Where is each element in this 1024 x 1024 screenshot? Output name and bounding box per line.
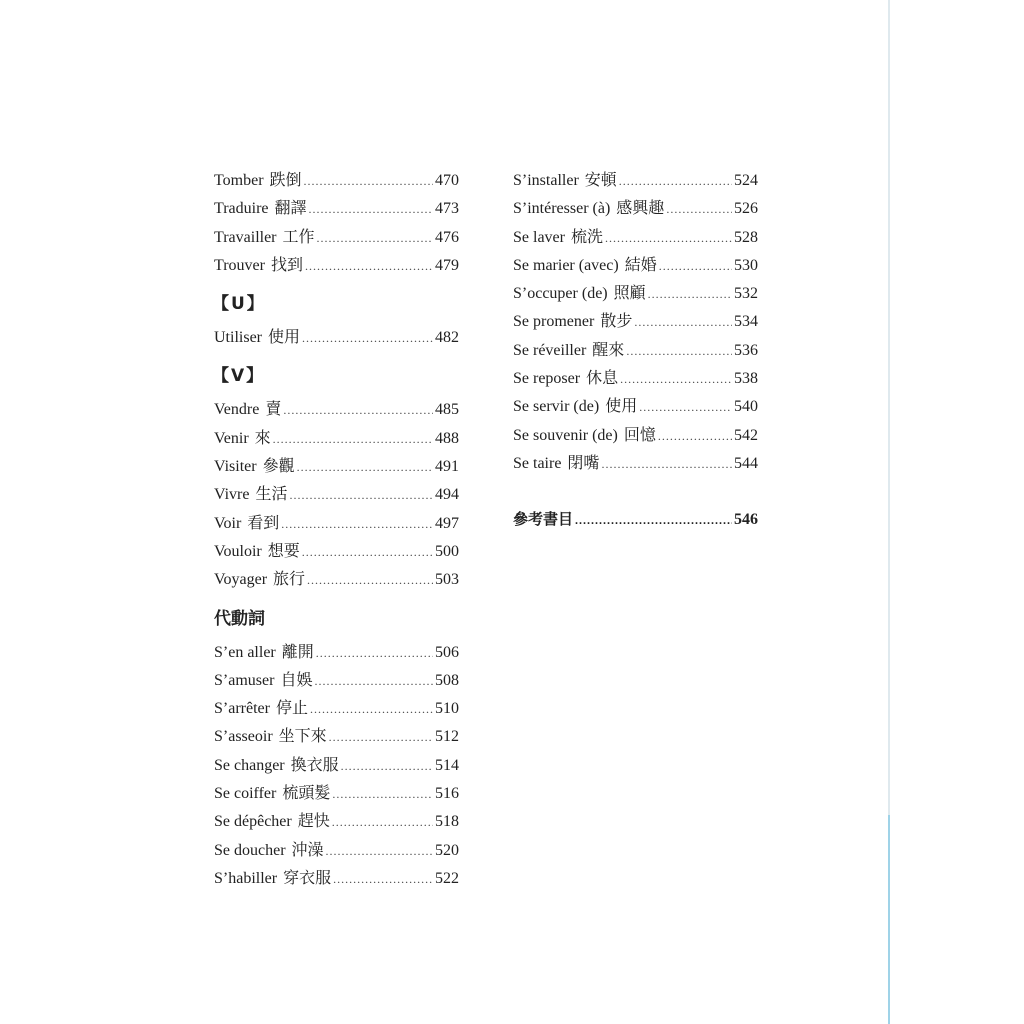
toc-entry[interactable] [214, 666, 459, 694]
leader-dots [639, 393, 732, 421]
toc-entry-chinese-meaning: 休息 [586, 368, 619, 388]
toc-entry-page: 540 [734, 398, 758, 416]
toc-entry-french-verb: S’installer [513, 172, 579, 189]
toc-entry-chinese-meaning: 回憶 [623, 424, 656, 444]
leader-dots [333, 865, 433, 893]
toc-entry-page: 512 [435, 728, 459, 746]
toc-entry-page: 476 [435, 228, 459, 246]
toc-entry-page: 491 [435, 458, 459, 476]
leader-dots [314, 667, 433, 695]
toc-entry-page: 544 [734, 454, 758, 472]
toc-entry[interactable] [214, 251, 459, 279]
toc-entry-chinese-meaning: 生活 [255, 484, 288, 504]
toc-entry[interactable] [214, 166, 459, 194]
leader-dots [297, 453, 433, 481]
leader-dots [316, 639, 433, 667]
toc-entry[interactable] [513, 392, 758, 420]
toc-entry-french-verb: S’en aller [214, 643, 276, 661]
toc-entry-page: 497 [435, 514, 459, 532]
toc-entry-french-verb: Se marier (avec) [513, 256, 619, 274]
toc-group-pronominal [214, 638, 459, 893]
toc-entry[interactable] [513, 364, 758, 392]
toc-entry-french-verb: Vendre [214, 401, 260, 419]
leader-dots [605, 224, 732, 252]
toc-entry[interactable] [214, 779, 459, 807]
toc-entry-chinese-meaning: 感興趣 [616, 198, 665, 218]
toc-entry-chinese-meaning: 使用 [605, 396, 638, 416]
toc-entry-page: 546 [734, 511, 758, 529]
toc-entry-page: 534 [734, 313, 758, 331]
toc-entry-french-verb: Venir [214, 429, 249, 447]
toc-entry[interactable] [214, 565, 459, 593]
leader-dots [332, 808, 433, 836]
toc-entry-chinese-meaning: 停止 [275, 698, 308, 718]
toc-entry-page: 482 [435, 329, 459, 347]
toc-group-v [214, 395, 459, 593]
toc-entry-page: 485 [435, 401, 459, 419]
toc-entry[interactable] [513, 336, 758, 364]
leader-dots [317, 224, 433, 252]
toc-entry-chinese-meaning: 離開 [281, 641, 314, 661]
toc-entry-chinese-meaning: 工作 [282, 226, 315, 246]
toc-entry-chinese-meaning: 沖澡 [291, 839, 324, 859]
toc-group-u [214, 323, 459, 351]
toc-entry-french-verb: Vouloir [214, 542, 262, 560]
toc-entry[interactable] [214, 864, 459, 892]
leader-dots [305, 252, 433, 280]
toc-entry-chinese-meaning: 梳洗 [570, 226, 603, 246]
toc-entry[interactable] [513, 307, 758, 335]
toc-entry-french-verb: Visiter [214, 458, 257, 476]
toc-entry-page: 542 [734, 426, 758, 444]
toc-entry-french-verb: Se promener [513, 313, 595, 331]
leader-dots [329, 723, 433, 751]
leader-dots [659, 252, 732, 280]
toc-entry-french-verb: Se souvenir (de) [513, 426, 618, 444]
toc-entry-chinese-meaning: 照顧 [613, 283, 646, 303]
toc-entry[interactable] [214, 537, 459, 565]
toc-entry-chinese-meaning: 結婚 [624, 254, 657, 274]
toc-entry[interactable] [513, 194, 758, 222]
toc-entry[interactable] [214, 694, 459, 722]
leader-dots [310, 695, 433, 723]
leader-dots [281, 510, 433, 538]
page-edge-accent [888, 815, 890, 1024]
toc-entry-page: 488 [435, 429, 459, 447]
toc-entry-french-verb: S’asseoir [214, 728, 273, 746]
leader-dots [304, 167, 433, 195]
toc-entry-bibliography[interactable] [513, 505, 758, 533]
leader-dots [273, 425, 433, 453]
toc-entry-french-verb: S’intéresser (à) [513, 200, 611, 218]
toc-entry-page: 508 [435, 671, 459, 689]
toc-entry-page: 524 [734, 172, 758, 189]
toc-entry-page: 510 [435, 700, 459, 718]
leader-dots [302, 538, 433, 566]
toc-group-t [214, 166, 459, 279]
toc-entry[interactable] [214, 807, 459, 835]
toc-entry-page: 494 [435, 486, 459, 504]
toc-entry[interactable] [214, 638, 459, 666]
toc-entry-french-verb: Voyager [214, 571, 268, 589]
toc-entry-page: 532 [734, 285, 758, 303]
toc-entry-french-verb: Tomber [214, 172, 264, 189]
leader-dots [620, 365, 732, 393]
toc-entry-page: 530 [734, 256, 758, 274]
toc-entry-chinese-meaning: 翻譯 [274, 198, 307, 218]
toc-entry[interactable] [513, 279, 758, 307]
toc-entry[interactable] [513, 166, 758, 194]
leader-dots [601, 450, 732, 478]
toc-entry-page: 506 [435, 643, 459, 661]
toc-entry-french-verb: Se taire [513, 454, 562, 472]
toc-entry[interactable] [214, 751, 459, 779]
toc-entry-french-verb: Utiliser [214, 329, 262, 347]
toc-entry-page: 514 [435, 756, 459, 774]
toc-entry-page: 516 [435, 785, 459, 803]
toc-entry-french-verb: Travailler [214, 228, 277, 246]
toc-entry[interactable] [214, 194, 459, 222]
toc-entry-french-verb: S’arrêter [214, 700, 270, 718]
toc-entry-chinese-meaning: 跌倒 [269, 170, 302, 189]
toc-entry-chinese-meaning: 賣 [265, 399, 282, 419]
leader-dots [326, 837, 433, 865]
toc-entry-chinese-meaning: 使用 [268, 327, 301, 347]
toc-entry-page: 538 [734, 370, 758, 388]
toc-entry-chinese-meaning: 散步 [600, 311, 633, 331]
leader-dots [341, 752, 433, 780]
leader-dots [332, 780, 433, 808]
toc-entry-chinese-meaning: 趕快 [297, 811, 330, 831]
leader-dots [575, 506, 732, 534]
toc-entry[interactable] [214, 722, 459, 750]
toc-entry-page: 500 [435, 542, 459, 560]
toc-entry-page: 518 [435, 813, 459, 831]
leader-dots [289, 481, 433, 509]
toc-entry[interactable] [513, 449, 758, 477]
toc-entry-chinese-meaning: 來 [254, 427, 271, 447]
toc-entry-french-verb: Se coiffer [214, 785, 277, 803]
toc-entry-chinese-meaning: 醒來 [592, 339, 625, 359]
toc-entry-title: 參考書目 [513, 510, 574, 529]
toc-entry-chinese-meaning: 換衣服 [290, 754, 339, 774]
toc-entry-french-verb: S’amuser [214, 671, 275, 689]
toc-entry-french-verb: Se reposer [513, 370, 581, 388]
toc-entry[interactable] [214, 223, 459, 251]
toc-entry-page: 526 [734, 200, 758, 218]
toc-entry-french-verb: Se réveiller [513, 341, 587, 359]
toc-entry-page: 479 [435, 256, 459, 274]
leader-dots [307, 566, 433, 594]
leader-dots [619, 167, 732, 195]
toc-entry-chinese-meaning: 想要 [267, 540, 300, 560]
toc-entry-chinese-meaning: 安頓 [584, 170, 617, 189]
leader-dots [648, 280, 732, 308]
section-heading-pronominal-verbs: 代動詞 [214, 608, 265, 629]
leader-dots [309, 195, 433, 223]
toc-entry-chinese-meaning: 旅行 [273, 569, 306, 589]
toc-entry[interactable] [214, 395, 459, 423]
leader-dots [626, 337, 732, 365]
toc-entry-french-verb: Se doucher [214, 841, 286, 859]
toc-entry[interactable] [214, 509, 459, 537]
toc-entry-french-verb: Se servir (de) [513, 398, 600, 416]
section-heading-v: 【V】 [212, 366, 266, 387]
toc-entry-page: 522 [435, 869, 459, 887]
toc-entry-chinese-meaning: 看到 [247, 512, 280, 532]
toc-entry[interactable] [214, 836, 459, 864]
toc-entry[interactable] [214, 323, 459, 351]
leader-dots [283, 396, 433, 424]
toc-entry-chinese-meaning: 穿衣服 [283, 867, 332, 887]
toc-entry[interactable] [214, 452, 459, 480]
toc-entry-french-verb: S’occuper (de) [513, 285, 608, 303]
toc-entry-page: 520 [435, 841, 459, 859]
toc-entry-french-verb: Vivre [214, 486, 250, 504]
leader-dots [666, 195, 732, 223]
toc-entry-page: 473 [435, 200, 459, 218]
toc-entry-french-verb: S’habiller [214, 869, 278, 887]
toc-entry[interactable] [513, 223, 758, 251]
toc-entry[interactable] [214, 480, 459, 508]
toc-entry-page: 528 [734, 228, 758, 246]
toc-entry-french-verb: Voir [214, 514, 242, 532]
section-heading-u: 【U】 [212, 294, 266, 315]
toc-entry-french-verb: Se dépêcher [214, 813, 292, 831]
toc-entry-page: 503 [435, 571, 459, 589]
toc-entry-chinese-meaning: 梳頭髮 [282, 783, 331, 803]
toc-entry-french-verb: Se changer [214, 756, 285, 774]
toc-entry-page: 536 [734, 341, 758, 359]
toc-entry-french-verb: Trouver [214, 256, 265, 274]
toc-entry-chinese-meaning: 找到 [270, 254, 303, 274]
toc-entry[interactable] [214, 424, 459, 452]
toc-group-pronominal-continued [513, 166, 758, 477]
toc-column-left [214, 166, 459, 892]
toc-entry-chinese-meaning: 自娛 [280, 669, 313, 689]
toc-entry-chinese-meaning: 閉嘴 [567, 452, 600, 472]
toc-entry[interactable] [513, 251, 758, 279]
toc-entry-chinese-meaning: 參觀 [262, 456, 295, 476]
toc-entry-page: 470 [435, 172, 459, 189]
leader-dots [658, 422, 732, 450]
leader-dots [634, 308, 732, 336]
toc-column-right [513, 166, 758, 534]
toc-entry-french-verb: Traduire [214, 200, 269, 218]
leader-dots [302, 324, 433, 352]
toc-entry-french-verb: Se laver [513, 228, 565, 246]
toc-entry[interactable] [513, 421, 758, 449]
toc-entry-chinese-meaning: 坐下來 [278, 726, 327, 746]
